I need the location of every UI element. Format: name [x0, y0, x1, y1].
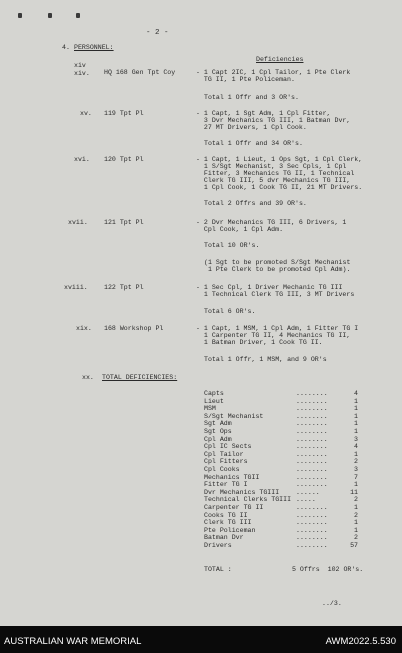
grand-total-label: TOTAL :: [204, 566, 232, 573]
section-number: 4.: [62, 44, 70, 51]
total-item-label: Lieut: [204, 397, 224, 405]
total-item-leader: ........: [296, 481, 328, 489]
total-item-label: Dvr Mechanics TGIII: [204, 488, 280, 496]
total-item-leader: ........: [296, 397, 328, 405]
total-item-leader: ........: [296, 405, 328, 413]
total-item-value: 1: [354, 450, 358, 458]
total-item-label: Sgt Adm: [204, 420, 232, 428]
entry-line: Clerk TG III, 5 dvr Mechanics TG III,: [196, 177, 351, 184]
total-item-value: 1: [354, 420, 358, 428]
entry-line: 1 S/Sgt Mechanist, 3 Sec Cpls, 1 Cpl: [196, 163, 347, 170]
entry-total: Total 1 Offr and 3 OR's.: [204, 94, 299, 101]
total-item-leader: ........: [296, 466, 328, 473]
total-item-leader: ........: [296, 458, 328, 466]
total-item-label: S/Sgt Mechanist: [204, 412, 264, 420]
entry-line: - 1 Capt, 1 Sgt Adm, 1 Cpl Fitter,: [196, 110, 331, 117]
deficiencies-header: Deficiencies: [256, 56, 304, 63]
total-item-leader: ........: [296, 504, 328, 511]
entry-line: - 1 Sec Cpl, 1 Driver Mechanic TG III: [196, 284, 343, 291]
grand-total-value: 5 Offrs 102 OR's.: [292, 566, 364, 573]
total-item-label: Technical Clerks TGIII: [204, 496, 292, 504]
entry-line: 1 Cpl Cook, 1 Cook TG II, 21 MT Drivers.: [196, 184, 363, 191]
archive-footer: [0, 626, 402, 653]
entry-line: - 1 Capt 2IC, 1 Cpl Tailor, 1 Pte Clerk: [196, 69, 351, 76]
entry-total: Total 1 Offr, 1 MSM, and 9 OR's: [204, 356, 327, 363]
total-item-leader: ........: [296, 435, 328, 443]
continuation-marker: ../3.: [322, 600, 342, 607]
total-item-value: 1: [354, 526, 358, 534]
total-item-value: 1: [354, 397, 358, 405]
entry-number: xvii.: [68, 219, 88, 226]
total-item-label: Mechanics TGII: [204, 473, 260, 481]
entry-line: 1 Carpenter TG II, 4 Mechanics TG II,: [196, 332, 351, 339]
total-item-leader: ........: [296, 420, 328, 428]
entry-line: - 2 Dvr Mechanics TG III, 6 Drivers, 1: [196, 219, 347, 226]
entry-line: 1 Batman Driver, 1 Cook TG II.: [196, 339, 323, 346]
total-item-leader: ........: [296, 511, 328, 519]
entry-unit: 120 Tpt Pl: [104, 156, 144, 163]
entry-number: xix.: [76, 325, 92, 332]
page-number: - 2 -: [146, 29, 169, 37]
archive-name: AUSTRALIAN WAR MEMORIAL: [4, 636, 142, 647]
total-item-label: Pte Policeman: [204, 526, 256, 534]
total-item-value: 2: [354, 496, 358, 504]
total-item-label: Drivers: [204, 542, 232, 549]
total-item-value: 1: [354, 405, 358, 413]
total-item-leader: ........: [296, 542, 328, 549]
entry-unit: 122 Tpt Pl: [104, 284, 144, 291]
total-item-leader: ........: [296, 519, 328, 527]
total-item-value: 2: [354, 534, 358, 542]
total-item-value: 1: [354, 428, 358, 435]
total-item-leader: ........: [296, 534, 328, 542]
entry-number: xvi.: [74, 156, 90, 163]
total-item-value: 2: [354, 458, 358, 466]
total-item-leader: ........: [296, 428, 328, 435]
total-item-label: Clerk TG III: [204, 519, 252, 527]
total-item-value: 1: [354, 504, 358, 511]
total-item-value: 3: [354, 466, 358, 473]
total-item-value: 2: [354, 511, 358, 519]
total-item-leader: ........: [296, 450, 328, 458]
total-item-label: Cpl Tailor: [204, 450, 244, 458]
entry-line: - 1 Capt, 1 Lieut, 1 Ops Sgt, 1 Cpl Clerk,: [196, 156, 363, 163]
total-item-value: 4: [354, 443, 358, 451]
entry-total: Total 1 Offr and 34 OR's.: [204, 140, 303, 147]
entry-line: 27 MT Drivers, 1 Cpl Cook.: [196, 124, 307, 131]
total-item-label: Cpl IC Sects: [204, 443, 252, 451]
total-item-value: 1: [354, 481, 358, 489]
total-item-label: Fitter TG I: [204, 481, 248, 489]
total-item-value: 1: [354, 412, 358, 420]
entry-line: 1 Technical Clerk TG III, 3 MT Drivers: [196, 291, 355, 298]
total-item-label: Batman Dvr: [204, 534, 244, 542]
entry-total: Total 10 OR's.: [204, 242, 260, 249]
entry-unit: 168 Workshop Pl: [104, 325, 164, 332]
total-item-label: Cooks TG II: [204, 511, 248, 519]
total-item-value: 1: [354, 519, 358, 527]
total-item-label: Cpl Cooks: [204, 466, 240, 473]
total-item-label: Capts: [204, 390, 224, 397]
entry-note: 1 Pte Clerk to be promoted Cpl Adm).: [204, 266, 351, 273]
entry-note: (1 Sgt to be promoted S/Sgt Mechanist: [204, 259, 351, 266]
total-item-leader: .....: [296, 496, 316, 504]
entry-total: Total 6 OR's.: [204, 308, 256, 315]
entry-line: Fitter, 3 Mechanics TG II, 1 Technical: [196, 170, 355, 177]
total-item-leader: ........: [296, 443, 328, 451]
entry-number: xiv xiv.: [74, 62, 90, 77]
total-item-leader: ......: [296, 488, 320, 496]
total-item-leader: ........: [296, 473, 328, 481]
total-item-value: 4: [354, 390, 358, 397]
entry-line: TG II, 1 Pte Policeman.: [196, 76, 295, 83]
total-item-label: Carpenter TG II: [204, 504, 264, 511]
total-item-value: 57: [350, 542, 358, 549]
entry-unit: 119 Tpt Pl: [104, 110, 144, 117]
total-item-leader: ........: [296, 412, 328, 420]
total-item-leader: ........: [296, 390, 328, 397]
entry-unit: HQ 168 Gen Tpt Coy: [104, 69, 176, 76]
entry-line: 3 Dvr Mechanics TG III, 1 Batman Dvr,: [196, 117, 351, 124]
total-item-leader: ........: [296, 526, 328, 534]
total-item-label: Cpl Fitters: [204, 458, 248, 466]
total-item-value: 3: [354, 435, 358, 443]
total-item-label: Sgt Ops: [204, 428, 232, 435]
entry-line: Cpl Cook, 1 Cpl Adm.: [196, 226, 284, 233]
total-section-title: TOTAL DEFICIENCIES:: [102, 374, 178, 381]
entry-unit: 121 Tpt Pl: [104, 219, 144, 226]
entry-line: - 1 Capt, 1 MSM, 1 Cpl Adm, 1 Fitter TG I: [196, 325, 359, 332]
archive-reference: AWM2022.5.530: [325, 636, 396, 647]
total-section-number: xx.: [82, 374, 94, 381]
section-title: PERSONNEL:: [74, 44, 114, 51]
entry-number: xv.: [80, 110, 92, 117]
total-item-value: 11: [350, 488, 358, 496]
entry-number: xviii.: [64, 284, 88, 291]
total-item-value: 7: [354, 473, 358, 481]
total-item-label: Cpl Adm: [204, 435, 232, 443]
total-item-label: MSM: [204, 405, 216, 413]
entry-total: Total 2 Offrs and 39 OR's.: [204, 200, 307, 207]
